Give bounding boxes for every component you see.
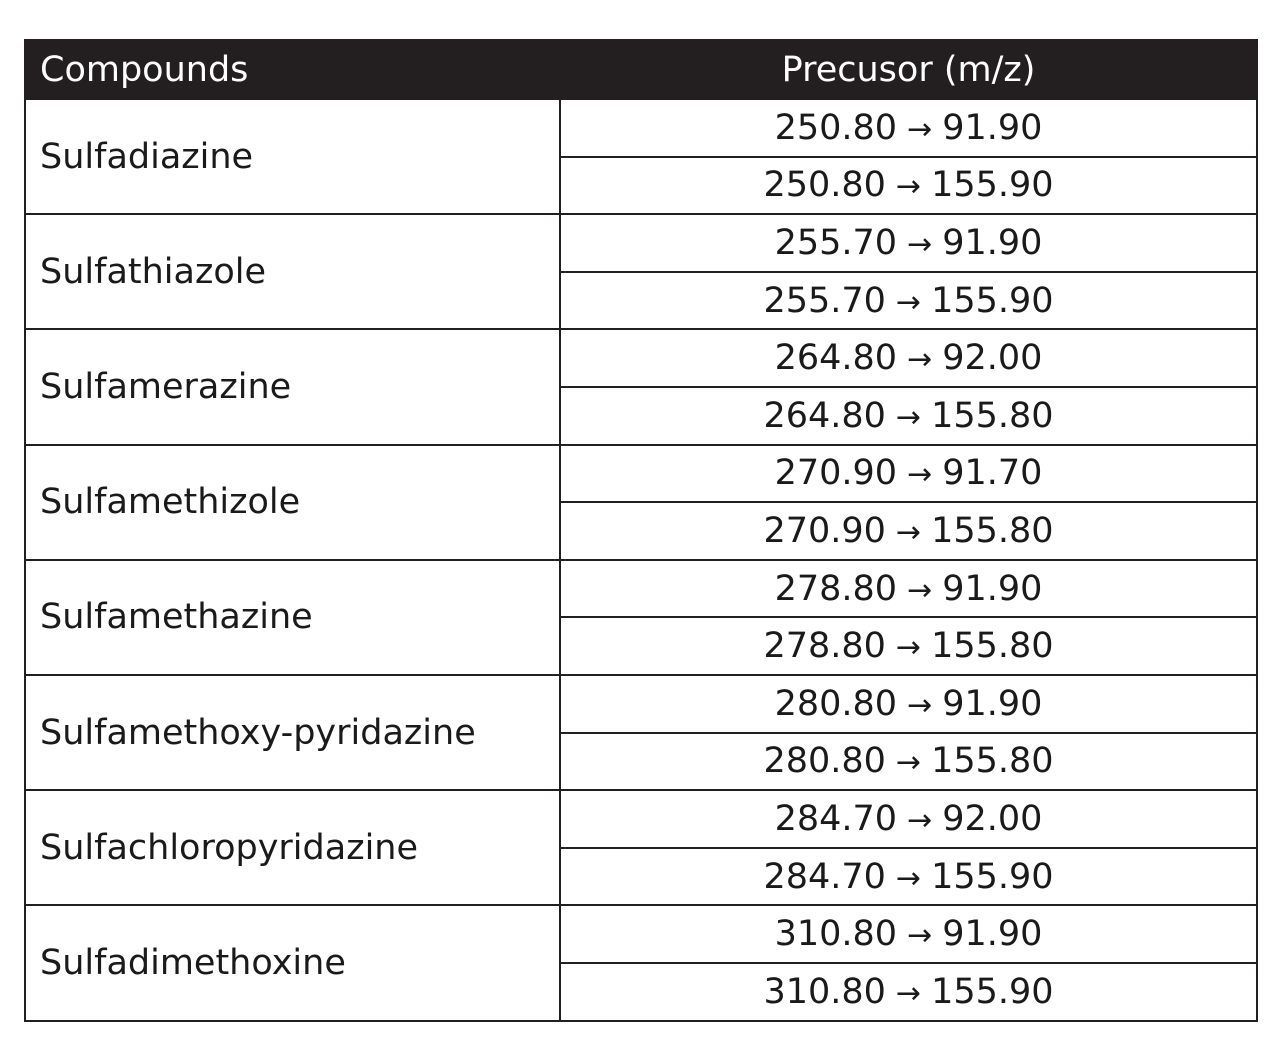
table-row [25,214,1257,272]
arrow-icon: → [895,975,922,1011]
product-value: 155.80 [931,741,1054,782]
table-row [25,445,1257,503]
product-value: 155.90 [931,165,1054,206]
precursor-value: 280.80 [774,683,898,724]
table-row [25,790,1257,848]
compound-name-cell: Sulfamethazine [25,560,560,675]
arrow-icon: → [895,399,922,435]
table-row [25,329,1257,387]
table-row [25,905,1257,963]
precursor-value: 264.80 [774,338,898,379]
precursor-value: 255.70 [763,280,886,321]
transition-cell [560,675,1257,733]
precursor-value: 270.90 [763,510,886,551]
arrow-icon: → [907,802,933,838]
transition-cell [560,329,1257,387]
compound-transition-table [24,39,1258,1022]
product-value: 155.90 [931,280,1054,321]
arrow-icon: → [907,687,933,723]
transition-cell [560,157,1257,215]
precursor-value: 310.80 [774,914,898,955]
precursor-value: 278.80 [774,568,898,609]
product-value: 91.90 [942,683,1043,724]
precursor-value: 270.90 [774,453,898,494]
transition-cell [560,790,1257,848]
product-value: 91.90 [942,107,1043,148]
transition-cell [560,502,1257,560]
table-row [25,675,1257,733]
arrow-icon: → [907,457,933,493]
precursor-value: 284.70 [774,798,898,839]
precursor-value: 250.80 [774,107,898,148]
compound-transition-table-container [24,39,1256,1022]
arrow-icon: → [895,630,922,666]
table-header [25,40,1257,99]
transition-cell [560,848,1257,906]
table-body [25,99,1257,1021]
product-value: 91.70 [942,453,1043,494]
header-row [25,40,1257,99]
product-value: 91.90 [942,914,1043,955]
product-value: 155.90 [931,856,1054,897]
precursor-value: 255.70 [774,222,898,263]
transition-cell [560,963,1257,1021]
product-value: 91.90 [942,568,1043,609]
table-row [25,560,1257,618]
arrow-icon: → [907,342,933,378]
product-value: 92.00 [942,338,1043,379]
compound-name-cell: Sulfadimethoxine [25,905,560,1020]
product-value: 155.80 [931,395,1054,436]
transition-cell [560,272,1257,330]
compound-name-cell: Sulfamerazine [25,329,560,444]
transition-cell [560,99,1257,157]
transition-cell [560,733,1257,791]
precursor-value: 310.80 [763,971,886,1012]
arrow-icon: → [895,169,922,205]
arrow-icon: → [895,860,922,896]
arrow-icon: → [907,226,933,262]
transition-cell [560,387,1257,445]
transition-cell [560,560,1257,618]
arrow-icon: → [907,572,933,608]
transition-cell [560,905,1257,963]
precursor-value: 284.70 [763,856,886,897]
arrow-icon: → [907,918,933,954]
compound-name-cell: Sulfamethoxy-pyridazine [25,675,560,790]
compound-name-cell: Sulfachloropyridazine [25,790,560,905]
compound-name-cell: Sulfadiazine [25,99,560,214]
product-value: 92.00 [942,798,1043,839]
precursor-value: 250.80 [763,165,886,206]
product-value: 155.80 [931,510,1054,551]
precursor-value: 280.80 [763,741,886,782]
product-value: 155.90 [931,971,1054,1012]
table-row [25,99,1257,157]
arrow-icon: → [895,284,922,320]
arrow-icon: → [895,745,922,781]
header-precursor: Precusor (m/z) [560,40,1257,99]
precursor-value: 264.80 [763,395,886,436]
header-compounds: Compounds [25,40,560,99]
product-value: 155.80 [931,626,1054,667]
precursor-value: 278.80 [763,626,886,667]
transition-cell [560,214,1257,272]
arrow-icon: → [895,514,922,550]
transition-cell [560,617,1257,675]
arrow-icon: → [907,111,933,147]
transition-cell [560,445,1257,503]
compound-name-cell: Sulfathiazole [25,214,560,329]
product-value: 91.90 [942,222,1043,263]
compound-name-cell: Sulfamethizole [25,445,560,560]
